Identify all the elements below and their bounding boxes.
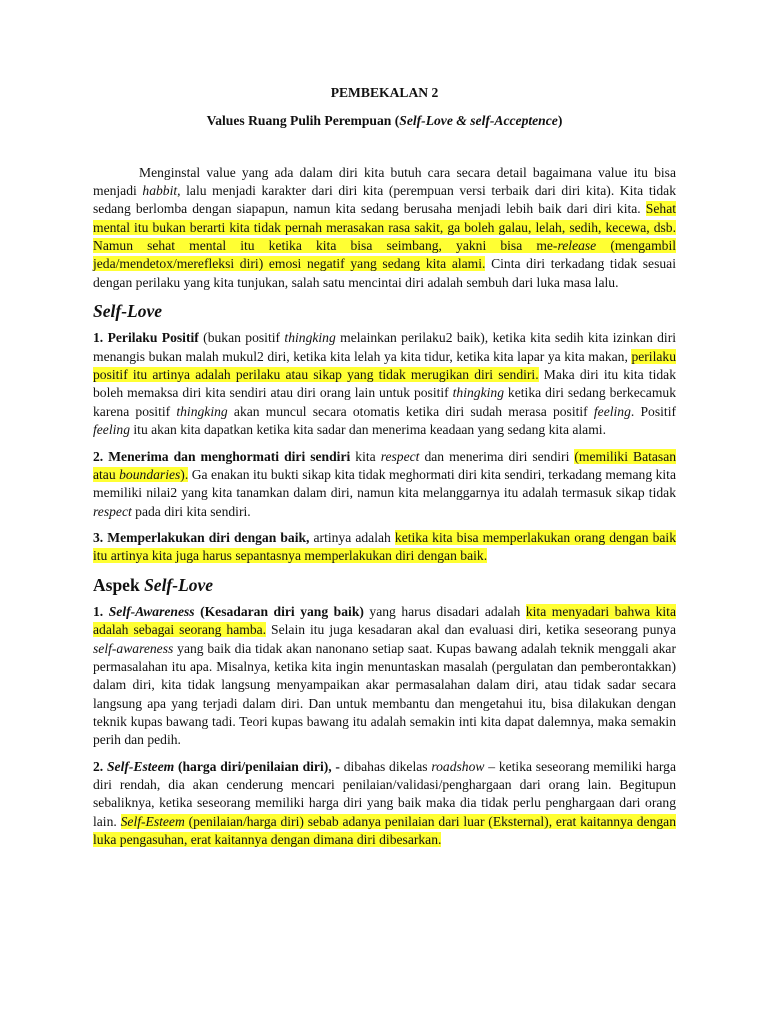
- highlight-text: (mengambil jeda/mendetox/merefleksi diri) emosi negatif yang sedang kita alami.: [93, 238, 676, 272]
- point-title: (harga diri/penilaian diri), -: [174, 758, 340, 774]
- point-emphasis: self-awareness: [93, 640, 174, 656]
- highlight-text: (penilaian/harga diri) sebab adanya penilaian dari luar (Eksternal), erat kaitannya dengan luka pengasuhan, erat kaitannya dengan dimana diri dibesarkan.: [93, 813, 677, 848]
- point-text: yang harus disadari adalah: [363, 603, 526, 619]
- self-love-point-3: [93, 529, 676, 566]
- point-emphasis: feeling: [593, 403, 631, 419]
- point-title: 2. Menerima dan menghormati diri sendiri: [93, 448, 351, 464]
- point-text: Maka diri itu kita tidak boleh memaksa diri kita sendiri atau diri orang lain untuk positif: [93, 367, 676, 401]
- highlight-text: Sehat mental itu bukan berarti kita tidak pernah merasakan rasa sakit, ga boleh galau, lelah, sedih, kecewa, dsb. Namun sehat mental itu ketika kita bisa seimbang, yakni bisa me-: [93, 201, 676, 254]
- subtitle-text: Values Ruang Pulih Perempuan (: [206, 113, 400, 129]
- intro-text: , lalu menjadi karakter dari diri kita (perempuan versi terbaik dari diri kita). Kita tidak sedang berlomba dengan siapapun, namun kita sedang berusaha menjadi lebih baik dari diri kita.: [93, 183, 676, 217]
- intro-text: Cinta diri terkadang tidak sesuai dengan perilaku yang kita tunjukan, salah satu mencintai diri adalah sembuh dari luka masa lalu.: [93, 256, 676, 290]
- point-highlight: [93, 814, 676, 847]
- section-heading-text: Aspek: [93, 574, 145, 595]
- subtitle-emphasis: Self-Love & self-Acceptence: [399, 113, 558, 129]
- highlight-emphasis: release: [557, 238, 597, 254]
- point-number: 2.: [93, 758, 107, 774]
- point-title-emphasis: Self-Esteem: [106, 758, 175, 774]
- point-highlight: perilaku positif itu artinya adalah perilaku atau sikap yang tidak merugikan diri sendiri.: [93, 348, 676, 383]
- intro-text: Menginstal value yang ada dalam diri kita butuh cara secara detail bagaimana value itu bisa menjadi: [93, 164, 676, 199]
- aspect-point-1: [93, 603, 676, 750]
- point-text: . Positif: [630, 403, 677, 419]
- point-emphasis: thingking: [284, 330, 336, 346]
- point-text: akan muncul secara otomatis ketika diri sudah merasa positif: [227, 403, 594, 419]
- point-emphasis: roadshow: [431, 758, 485, 774]
- point-emphasis: feeling: [93, 422, 130, 438]
- section-heading-aspek-self-love: [93, 576, 676, 594]
- point-text: ketika diri sedang berkecamuk karena positif: [93, 385, 676, 419]
- point-text: (bukan positif: [198, 330, 285, 346]
- point-title: 1. Perilaku Positif: [93, 330, 199, 346]
- point-text: melainkan perilaku2 baik), ketika kita sedih kita izinkan diri menangis bukan malah mukul2 diri, ketika kita lelah ya kita tidur, ketika kita lapar ya kita makan,: [93, 330, 677, 364]
- intro-paragraph: [93, 164, 676, 292]
- point-highlight: kita menyadari bahwa kita adalah sebagai seorang hamba.: [93, 603, 676, 638]
- point-title: 3. Memperlakukan diri dengan baik,: [93, 529, 310, 545]
- point-text: dan menerima diri sendiri: [419, 448, 575, 464]
- highlight-emphasis: boundaries: [119, 466, 181, 482]
- point-emphasis: thingking: [176, 403, 228, 419]
- point-text: dibahas dikelas: [339, 758, 432, 774]
- highlight-emphasis: Self-Esteem: [120, 813, 185, 829]
- point-text: artinya adalah: [309, 529, 395, 545]
- highlight-text: ).: [180, 466, 189, 482]
- point-emphasis: respect: [93, 503, 132, 519]
- self-love-point-1: [93, 329, 676, 439]
- subtitle-close: ): [557, 113, 563, 129]
- point-text: itu akan kita dapatkan ketika kita sadar dan menerima keadaan yang sedang kita alami.: [130, 422, 606, 438]
- point-title-emphasis: Self-Awareness: [108, 603, 195, 619]
- point-emphasis: respect: [380, 448, 420, 464]
- point-text: – ketika seseorang memiliki harga diri rendah, dia akan cenderung mencari penilaian/validasi/penghargaan dari orang lain. Begitupun sebaliknya, ketika seseorang memiliki harga diri yang baik maka dia tidak perlu penghargaan dari orang lain.: [93, 758, 676, 829]
- point-text: yang baik dia tidak akan nanonano setiap saat. Kupas bawang adalah teknik menggali akar permasalahan itu apa. Misalnya, ketika kita ingin menuntaskan masalah (pergulatan dan pemberontakkan) dalam diri, kita tidak langsung menyampaikan akar permasalahan dalam diri, atau tidak sadar secara langsung apa yang terjadi dalam diri. Dan untuk membantu dan mengetahui itu, bisa dilakukan dengan teknik kupas bawang tadi. Teori kupas bawang itu adalah semakin inti kita dapat dalemnya, maka semakin perih dan pedih.: [93, 640, 676, 748]
- section-heading-self-love: [93, 302, 676, 320]
- point-title: (Kesadaran diri yang baik): [194, 603, 364, 619]
- point-emphasis: thingking: [452, 385, 504, 401]
- section-heading-emphasis: Self-Love: [144, 574, 214, 595]
- point-number: 1.: [93, 603, 109, 619]
- point-highlight: ketika kita bisa memperlakukan orang dengan baik itu artinya kita juga harus sepantasnya memperlakukan diri dengan baik.: [93, 529, 676, 564]
- aspect-point-2: [93, 758, 676, 850]
- point-text: Ga enakan itu bukti sikap kita tidak meghormati diri kita sendiri, terkadang memang kita memiliki nilai2 yang kita tanamkan dalam diri, namun kita melanggarnya itu adalah termasuk sikap tidak: [93, 466, 676, 501]
- point-text: pada diri kita sendiri.: [131, 503, 251, 519]
- document-title: PEMBEKALAN 2: [330, 85, 439, 100]
- section-heading-text: Self-Love: [93, 301, 162, 322]
- self-love-point-2: [93, 448, 676, 521]
- highlight-text: (memiliki Batasan atau: [93, 448, 677, 482]
- document-subtitle: [93, 112, 676, 130]
- point-text: kita: [350, 448, 381, 464]
- point-text: Selain itu juga kesadaran akal dan evaluasi diri, ketika seseorang punya: [266, 622, 676, 638]
- intro-emphasis: habbit: [142, 183, 178, 199]
